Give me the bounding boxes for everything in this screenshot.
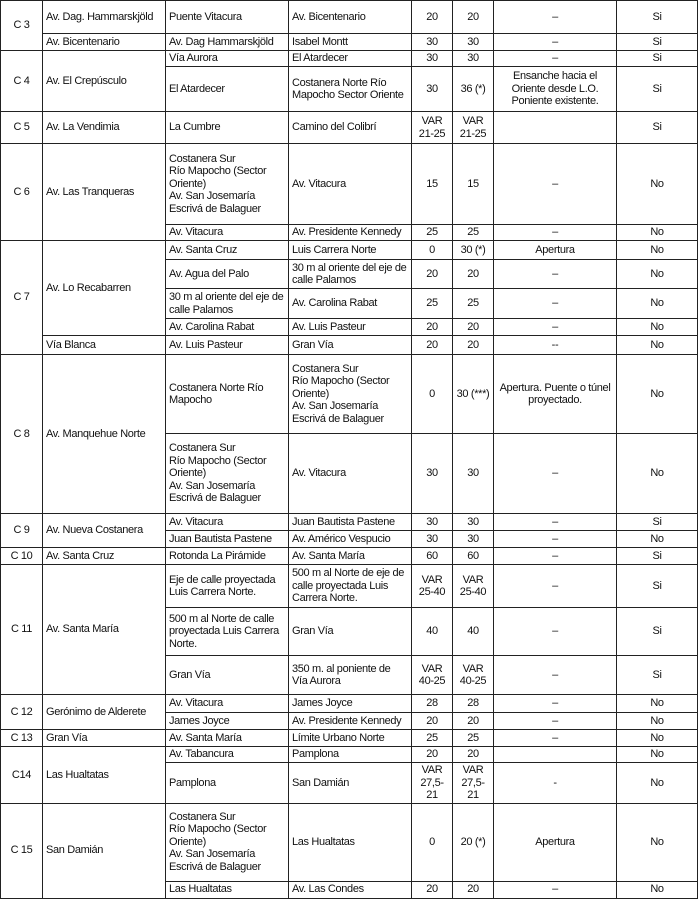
segment-from: Costanera Sur Río Mapocho (Sector Oriente) Av. San Josemaría Escrivá de Balaguer (166, 803, 289, 881)
street-name: Av. La Vendimia (43, 112, 166, 144)
width-actual: VAR 40-25 (412, 656, 453, 695)
flag: No (617, 730, 698, 747)
width-actual: 30 (412, 51, 453, 67)
observation: – (494, 289, 617, 319)
observation (494, 112, 617, 144)
width-actual: 20 (412, 1, 453, 34)
observation: – (494, 434, 617, 514)
segment-to: Las Hualtatas (289, 803, 412, 881)
segment-to: Juan Bautista Pastene (289, 514, 412, 531)
street-name: Gran Vía (43, 730, 166, 747)
observation: – (494, 514, 617, 531)
segment-to: Isabel Montt (289, 34, 412, 51)
width-actual: 30 (412, 34, 453, 51)
width-actual: VAR 27,5-21 (412, 763, 453, 804)
street-name: Av. Santa María (43, 565, 166, 695)
observation: Ensanche hacia el Oriente desde L.O. Poniente existente. (494, 67, 617, 112)
street-name: Av. Las Tranqueras (43, 144, 166, 241)
flag: No (617, 319, 698, 336)
road-code: C 3 (1, 1, 43, 51)
width-actual: 15 (412, 144, 453, 225)
width-projected: 30 (453, 531, 494, 548)
segment-from: Costanera Sur Río Mapocho (Sector Oriente) Av. San Josemaría Escrivá de Balaguer (166, 144, 289, 225)
flag: No (617, 289, 698, 319)
width-projected: 28 (453, 695, 494, 713)
width-projected: 30 (453, 34, 494, 51)
width-actual: 0 (412, 803, 453, 881)
observation (494, 747, 617, 763)
segment-from: Gran Vía (166, 656, 289, 695)
observation: – (494, 608, 617, 656)
width-projected: VAR 27,5-21 (453, 763, 494, 804)
observation: – (494, 548, 617, 565)
table-row (1, 565, 698, 608)
flag: No (617, 803, 698, 881)
width-actual: VAR 25-40 (412, 565, 453, 608)
segment-to: Av. Vitacura (289, 144, 412, 225)
flag: Si (617, 656, 698, 695)
segment-from: Av. Vitacura (166, 225, 289, 241)
width-actual: 25 (412, 289, 453, 319)
width-projected: 25 (453, 225, 494, 241)
segment-to: Gran Vía (289, 336, 412, 355)
flag: No (617, 695, 698, 713)
width-projected: VAR 21-25 (453, 112, 494, 144)
observation: – (494, 531, 617, 548)
width-actual: 30 (412, 434, 453, 514)
observation: – (494, 695, 617, 713)
width-projected: 25 (453, 730, 494, 747)
segment-to: Gran Vía (289, 608, 412, 656)
segment-from: La Cumbre (166, 112, 289, 144)
observation: – (494, 713, 617, 730)
width-projected: 30 (453, 514, 494, 531)
width-actual: 20 (412, 747, 453, 763)
flag: Si (617, 1, 698, 34)
road-code: C 11 (1, 565, 43, 695)
segment-to: Camino del Colibrí (289, 112, 412, 144)
segment-to: Av. Luis Pasteur (289, 319, 412, 336)
width-actual: 30 (412, 531, 453, 548)
width-actual: 0 (412, 355, 453, 434)
segment-from: 500 m al Norte de calle proyectada Luis Carrera Norte. (166, 608, 289, 656)
table-row (1, 112, 698, 144)
flag: Si (617, 67, 698, 112)
observation: Apertura (494, 241, 617, 260)
observation: – (494, 144, 617, 225)
width-projected: 20 (453, 319, 494, 336)
segment-from: Av. Tabancura (166, 747, 289, 763)
street-name: Las Hualtatas (43, 747, 166, 804)
road-code: C 4 (1, 51, 43, 112)
segment-from: Eje de calle proyectada Luis Carrera Norte. (166, 565, 289, 608)
segment-to: Av. Presidente Kennedy (289, 713, 412, 730)
width-actual: 40 (412, 608, 453, 656)
width-projected: 30 (453, 434, 494, 514)
street-name: Av. El Crepúsculo (43, 51, 166, 112)
road-code: C 7 (1, 241, 43, 355)
width-actual: 30 (412, 514, 453, 531)
width-projected: 60 (453, 548, 494, 565)
flag: No (617, 713, 698, 730)
road-code: C 13 (1, 730, 43, 747)
street-name: Av. Lo Recabarren (43, 241, 166, 336)
width-actual: 28 (412, 695, 453, 713)
width-actual: VAR 21-25 (412, 112, 453, 144)
width-actual: 20 (412, 881, 453, 898)
flag: No (617, 225, 698, 241)
table-row (1, 336, 698, 355)
width-projected: 30 (453, 51, 494, 67)
segment-from: Puente Vitacura (166, 1, 289, 34)
table-row (1, 747, 698, 763)
road-code: C 10 (1, 548, 43, 565)
road-code: C 5 (1, 112, 43, 144)
segment-from: Juan Bautista Pastene (166, 531, 289, 548)
flag: Si (617, 548, 698, 565)
flag: No (617, 881, 698, 898)
segment-from: El Atardecer (166, 67, 289, 112)
street-name: Av. Dag. Hammarskjöld (43, 1, 166, 34)
segment-from: Vía Aurora (166, 51, 289, 67)
observation: – (494, 656, 617, 695)
street-name: Vía Blanca (43, 336, 166, 355)
segment-from: Las Hualtatas (166, 881, 289, 898)
width-projected: 15 (453, 144, 494, 225)
flag: No (617, 434, 698, 514)
segment-to: Av. Bicentenario (289, 1, 412, 34)
segment-to: Av. Las Condes (289, 881, 412, 898)
flag: No (617, 336, 698, 355)
observation: - (494, 763, 617, 804)
table-row (1, 34, 698, 51)
table-row (1, 51, 698, 67)
width-projected: 20 (453, 1, 494, 34)
observation: – (494, 1, 617, 34)
flag: Si (617, 112, 698, 144)
segment-from: Av. Vitacura (166, 514, 289, 531)
segment-to: Costanera Sur Río Mapocho (Sector Oriente) Av. San Josemaría Escrivá de Balaguer (289, 355, 412, 434)
segment-to: Av. Carolina Rabat (289, 289, 412, 319)
segment-to: James Joyce (289, 695, 412, 713)
width-actual: 25 (412, 225, 453, 241)
segment-from: Av. Carolina Rabat (166, 319, 289, 336)
observation: – (494, 225, 617, 241)
observation: – (494, 34, 617, 51)
width-actual: 25 (412, 730, 453, 747)
flag: Si (617, 34, 698, 51)
width-projected: 20 (453, 336, 494, 355)
segment-from: Av. Vitacura (166, 695, 289, 713)
observation: – (494, 51, 617, 67)
table-row (1, 514, 698, 531)
segment-to: Límite Urbano Norte (289, 730, 412, 747)
street-name: Av. Bicentenario (43, 34, 166, 51)
segment-to: Av. Américo Vespucio (289, 531, 412, 548)
segment-to: El Atardecer (289, 51, 412, 67)
width-projected: 40 (453, 608, 494, 656)
width-actual: 60 (412, 548, 453, 565)
street-name: Av. Manquehue Norte (43, 355, 166, 514)
segment-from: Av. Santa María (166, 730, 289, 747)
width-actual: 20 (412, 319, 453, 336)
width-projected: 36 (*) (453, 67, 494, 112)
flag: Si (617, 51, 698, 67)
road-code: C14 (1, 747, 43, 804)
road-code: C 12 (1, 695, 43, 730)
flag: No (617, 241, 698, 260)
width-actual: 20 (412, 713, 453, 730)
flag: No (617, 763, 698, 804)
segment-from: Av. Agua del Palo (166, 260, 289, 289)
flag: Si (617, 565, 698, 608)
table-row (1, 730, 698, 747)
street-name: Av. Nueva Costanera (43, 514, 166, 548)
segment-to: 350 m. al poniente de Vía Aurora (289, 656, 412, 695)
flag: No (617, 260, 698, 289)
segment-from: Av. Santa Cruz (166, 241, 289, 260)
flag: No (617, 355, 698, 434)
street-name: Gerónimo de Alderete (43, 695, 166, 730)
flag: No (617, 747, 698, 763)
flag: No (617, 531, 698, 548)
segment-from: Costanera Sur Río Mapocho (Sector Oriente) Av. San Josemaría Escrivá de Balaguer (166, 434, 289, 514)
segment-to: Av. Santa María (289, 548, 412, 565)
width-actual: 30 (412, 67, 453, 112)
segment-from: James Joyce (166, 713, 289, 730)
segment-from: Av. Dag Hammarskjöld (166, 34, 289, 51)
segment-to: 30 m al oriente del eje de calle Palamos (289, 260, 412, 289)
observation: – (494, 565, 617, 608)
width-projected: 20 (*) (453, 803, 494, 881)
observation: – (494, 881, 617, 898)
observation: – (494, 319, 617, 336)
segment-to: San Damián (289, 763, 412, 804)
width-projected: 20 (453, 713, 494, 730)
width-actual: 20 (412, 260, 453, 289)
street-name: Av. Santa Cruz (43, 548, 166, 565)
width-projected: 30 (*) (453, 241, 494, 260)
segment-from: Av. Luis Pasteur (166, 336, 289, 355)
width-projected: 20 (453, 747, 494, 763)
segment-from: 30 m al oriente del eje de calle Palamos (166, 289, 289, 319)
table-row (1, 803, 698, 881)
width-projected: 20 (453, 260, 494, 289)
width-projected: VAR 40-25 (453, 656, 494, 695)
segment-to: Av. Vitacura (289, 434, 412, 514)
table-row (1, 355, 698, 434)
table-row (1, 548, 698, 565)
width-actual: 0 (412, 241, 453, 260)
width-projected: 30 (***) (453, 355, 494, 434)
observation: -- (494, 336, 617, 355)
width-actual: 20 (412, 336, 453, 355)
width-projected: VAR 25-40 (453, 565, 494, 608)
street-name: San Damián (43, 803, 166, 898)
segment-from: Costanera Norte Río Mapocho (166, 355, 289, 434)
segment-to: Av. Presidente Kennedy (289, 225, 412, 241)
flag: Si (617, 514, 698, 531)
table-row (1, 144, 698, 225)
observation: Apertura. Puente o túnel proyectado. (494, 355, 617, 434)
observation: – (494, 260, 617, 289)
segment-to: Pamplona (289, 747, 412, 763)
road-code: C 9 (1, 514, 43, 548)
road-code: C 15 (1, 803, 43, 898)
segment-to: Luis Carrera Norte (289, 241, 412, 260)
segment-to: 500 m al Norte de eje de calle proyectada Luis Carrera Norte. (289, 565, 412, 608)
observation: – (494, 730, 617, 747)
table-row (1, 1, 698, 34)
table-row (1, 695, 698, 713)
road-code: C 8 (1, 355, 43, 514)
observation: Apertura (494, 803, 617, 881)
width-projected: 20 (453, 881, 494, 898)
flag: Si (617, 608, 698, 656)
table-row (1, 241, 698, 260)
segment-from: Pamplona (166, 763, 289, 804)
width-projected: 25 (453, 289, 494, 319)
flag: No (617, 144, 698, 225)
segment-from: Rotonda La Pirámide (166, 548, 289, 565)
segment-to: Costanera Norte Río Mapocho Sector Oriente (289, 67, 412, 112)
road-code: C 6 (1, 144, 43, 241)
